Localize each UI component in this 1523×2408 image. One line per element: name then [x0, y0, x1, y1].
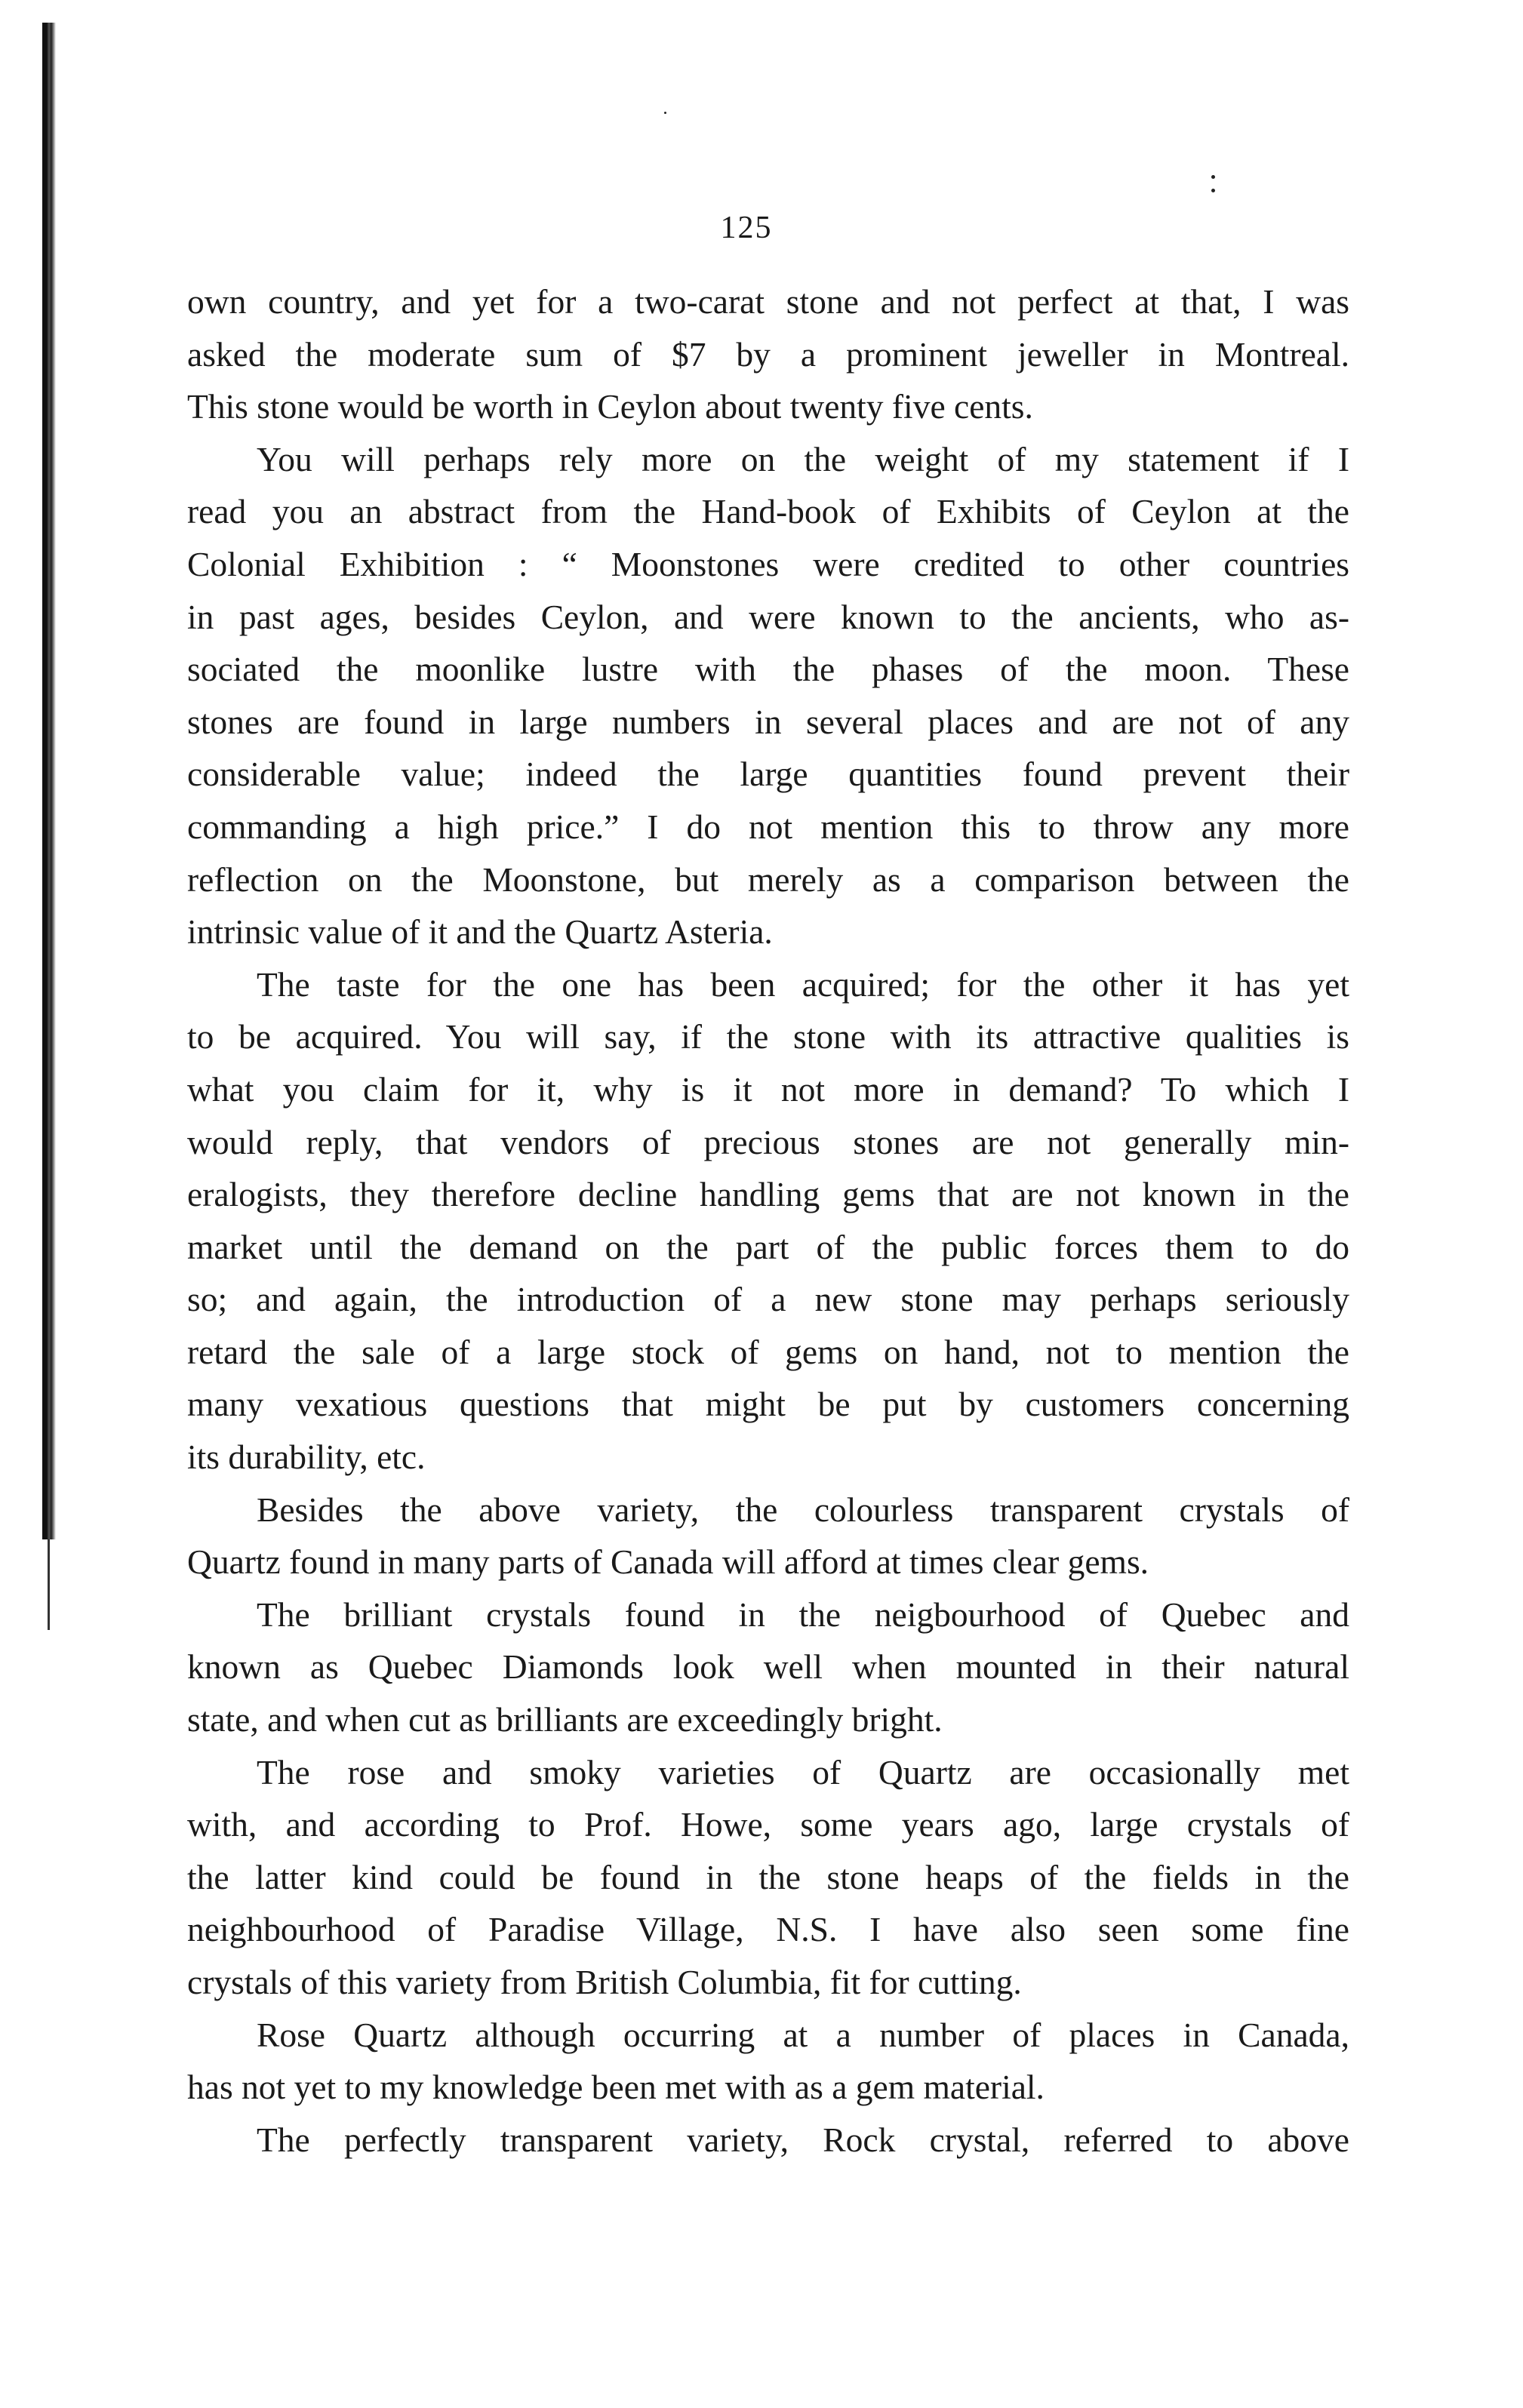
- text-line: The rose and smoky varieties of Quartz are occasionally met: [257, 1752, 1349, 1791]
- text-line: You will perhaps rely more on the weight of my statement if I: [257, 439, 1349, 478]
- text-line: so; and again, the introduction of a new stone may perhaps seriously: [187, 1280, 1349, 1319]
- text-line: Besides the above variety, the colourless transparent crystals of: [257, 1490, 1349, 1529]
- text-line: neighbourhood of Paradise Village, N.S. I have also seen some fine: [187, 1910, 1349, 1949]
- body-text: [187, 275, 1349, 2166]
- text-line: Quartz found in many parts of Canada will afford at times clear gems.: [187, 1542, 1149, 1582]
- scan-speck: [1211, 175, 1215, 179]
- text-line: retard the sale of a large stock of gems on hand, not to mention the: [187, 1332, 1349, 1371]
- text-line: The perfectly transparent variety, Rock crystal, referred to above: [257, 2120, 1349, 2159]
- page-number: 125: [720, 211, 773, 245]
- text-line: own country, and yet for a two-carat stone and not perfect at that, I was: [187, 282, 1349, 321]
- text-line: many vexatious questions that might be put by customers concerning: [187, 1385, 1349, 1424]
- text-line: intrinsic value of it and the Quartz Asteria.: [187, 912, 773, 952]
- text-line: in past ages, besides Ceylon, and were known to the ancients, who as-: [187, 597, 1349, 636]
- text-line: eralogists, they therefore decline handling gems that are not known in the: [187, 1175, 1349, 1214]
- text-line: the latter kind could be found in the stone heaps of the fields in the: [187, 1857, 1349, 1896]
- text-line: considerable value; indeed the large quantities found prevent their: [187, 755, 1349, 794]
- text-line: what you claim for it, why is it not more in demand? To which I: [187, 1069, 1349, 1109]
- text-line: state, and when cut as brilliants are exceedingly bright.: [187, 1700, 943, 1739]
- text-line: asked the moderate sum of $7 by a prominent jeweller in Montreal.: [187, 334, 1349, 374]
- scan-speck: [1211, 189, 1215, 192]
- scan-speck: [664, 112, 666, 114]
- text-line: with, and according to Prof. Howe, some years ago, large crystals of: [187, 1805, 1349, 1844]
- text-line: stones are found in large numbers in several places and are not of any: [187, 702, 1349, 741]
- text-line: would reply, that vendors of precious stones are not generally min-: [187, 1122, 1349, 1161]
- text-line: to be acquired. You will say, if the stone with its attractive qualities is: [187, 1017, 1349, 1056]
- text-line: known as Quebec Diamonds look well when mounted in their natural: [187, 1647, 1349, 1687]
- text-line: The brilliant crystals found in the neigbourhood of Quebec and: [257, 1595, 1349, 1634]
- text-line: reflection on the Moonstone, but merely as a comparison between the: [187, 860, 1349, 899]
- scan-binding-edge-lower: [48, 1539, 50, 1630]
- text-line: The taste for the one has been acquired; for the other it has yet: [257, 964, 1349, 1004]
- text-line: This stone would be worth in Ceylon about twenty five cents.: [187, 387, 1033, 426]
- text-line: read you an abstract from the Hand-book of Exhibits of Ceylon at the: [187, 492, 1349, 531]
- text-line: Colonial Exhibition : “ Moonstones were credited to other countries: [187, 544, 1349, 583]
- text-line: has not yet to my knowledge been met with as a gem material.: [187, 2068, 1045, 2107]
- text-line: market until the demand on the part of the public forces them to do: [187, 1227, 1349, 1266]
- text-line: its durability, etc.: [187, 1438, 426, 1477]
- scan-binding-edge: [42, 23, 56, 1539]
- text-line: sociated the moonlike lustre with the phases of the moon. These: [187, 650, 1349, 689]
- text-line: Rose Quartz although occurring at a number of places in Canada,: [257, 2015, 1349, 2054]
- text-line: crystals of this variety from British Columbia, fit for cutting.: [187, 1963, 1022, 2001]
- text-line: commanding a high price.” I do not mention this to throw any more: [187, 807, 1349, 846]
